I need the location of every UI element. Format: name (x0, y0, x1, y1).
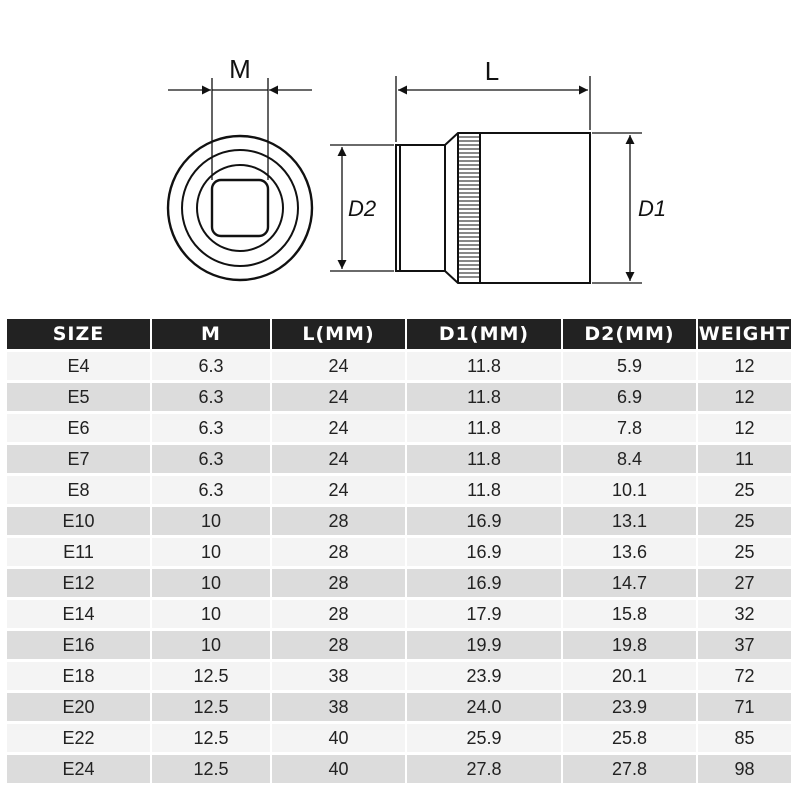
table-header-row (7, 319, 791, 349)
cell-weight: 37 (698, 631, 791, 659)
cell-d2: 7.8 (563, 414, 696, 442)
cell-size: E4 (7, 352, 150, 380)
cell-d1: 27.8 (407, 755, 561, 783)
cell-weight: 25 (698, 538, 791, 566)
table-row (7, 445, 791, 473)
header-weight: WEIGHT (698, 319, 791, 349)
cell-m: 12.5 (152, 693, 270, 721)
socket-diagram (0, 0, 800, 300)
cell-weight: 72 (698, 662, 791, 690)
cell-weight: 32 (698, 600, 791, 628)
cell-weight: 12 (698, 352, 791, 380)
cell-d1: 23.9 (407, 662, 561, 690)
table-row (7, 600, 791, 628)
cell-l: 40 (272, 724, 405, 752)
header-size: SIZE (7, 319, 150, 349)
cell-size: E12 (7, 569, 150, 597)
cell-l: 40 (272, 755, 405, 783)
cell-d2: 10.1 (563, 476, 696, 504)
cell-m: 6.3 (152, 476, 270, 504)
table-row (7, 352, 791, 380)
cell-m: 6.3 (152, 414, 270, 442)
cell-size: E7 (7, 445, 150, 473)
cell-m: 10 (152, 507, 270, 535)
cell-d2: 13.6 (563, 538, 696, 566)
knurl-pattern (458, 137, 480, 277)
cell-weight: 71 (698, 693, 791, 721)
cell-l: 24 (272, 414, 405, 442)
cell-d1: 11.8 (407, 414, 561, 442)
cell-d2: 15.8 (563, 600, 696, 628)
cell-l: 28 (272, 631, 405, 659)
cell-l: 24 (272, 445, 405, 473)
table-row (7, 414, 791, 442)
table-row (7, 383, 791, 411)
cell-d1: 24.0 (407, 693, 561, 721)
cell-m: 10 (152, 538, 270, 566)
cell-d1: 16.9 (407, 507, 561, 535)
dimension-d1 (592, 133, 642, 283)
cell-l: 28 (272, 600, 405, 628)
cell-d1: 11.8 (407, 476, 561, 504)
socket-end-view (168, 136, 312, 280)
cell-d2: 27.8 (563, 755, 696, 783)
cell-m: 6.3 (152, 352, 270, 380)
cell-d1: 11.8 (407, 383, 561, 411)
cell-d1: 25.9 (407, 724, 561, 752)
table-row (7, 507, 791, 535)
cell-m: 6.3 (152, 383, 270, 411)
socket-side-view (396, 133, 590, 283)
table-row (7, 662, 791, 690)
cell-l: 28 (272, 507, 405, 535)
cell-d2: 20.1 (563, 662, 696, 690)
cell-size: E11 (7, 538, 150, 566)
cell-d2: 6.9 (563, 383, 696, 411)
table-row (7, 476, 791, 504)
table-row (7, 724, 791, 752)
cell-d2: 13.1 (563, 507, 696, 535)
header-l: L(MM) (272, 319, 405, 349)
cell-size: E8 (7, 476, 150, 504)
cell-l: 24 (272, 352, 405, 380)
cell-size: E5 (7, 383, 150, 411)
cell-weight: 12 (698, 383, 791, 411)
label-d2: D2 (347, 196, 377, 221)
cell-weight: 25 (698, 507, 791, 535)
label-m: M (229, 54, 251, 84)
cell-d2: 25.8 (563, 724, 696, 752)
cell-d2: 19.8 (563, 631, 696, 659)
cell-d1: 11.8 (407, 352, 561, 380)
cell-weight: 12 (698, 414, 791, 442)
cell-size: E16 (7, 631, 150, 659)
cell-l: 24 (272, 476, 405, 504)
cell-weight: 25 (698, 476, 791, 504)
cell-weight: 98 (698, 755, 791, 783)
header-d2: D2(MM) (563, 319, 696, 349)
label-d1: D1 (637, 196, 667, 221)
cell-l: 24 (272, 383, 405, 411)
cell-d1: 11.8 (407, 445, 561, 473)
cell-d2: 14.7 (563, 569, 696, 597)
cell-weight: 27 (698, 569, 791, 597)
cell-d2: 5.9 (563, 352, 696, 380)
cell-d1: 16.9 (407, 569, 561, 597)
cell-m: 6.3 (152, 445, 270, 473)
spec-table (5, 316, 793, 786)
cell-size: E10 (7, 507, 150, 535)
cell-d1: 19.9 (407, 631, 561, 659)
cell-d1: 17.9 (407, 600, 561, 628)
cell-m: 10 (152, 600, 270, 628)
table-body (7, 352, 791, 783)
cell-size: E14 (7, 600, 150, 628)
table-row (7, 569, 791, 597)
label-l: L (484, 56, 500, 86)
cell-l: 28 (272, 538, 405, 566)
cell-m: 10 (152, 631, 270, 659)
table-row (7, 755, 791, 783)
cell-size: E22 (7, 724, 150, 752)
cell-size: E20 (7, 693, 150, 721)
cell-size: E6 (7, 414, 150, 442)
table-row (7, 693, 791, 721)
cell-d2: 8.4 (563, 445, 696, 473)
cell-d2: 23.9 (563, 693, 696, 721)
cell-m: 12.5 (152, 724, 270, 752)
cell-l: 38 (272, 662, 405, 690)
cell-m: 10 (152, 569, 270, 597)
cell-m: 12.5 (152, 755, 270, 783)
header-m: M (152, 319, 270, 349)
cell-d1: 16.9 (407, 538, 561, 566)
cell-weight: 11 (698, 445, 791, 473)
cell-size: E24 (7, 755, 150, 783)
cell-size: E18 (7, 662, 150, 690)
header-d1: D1(MM) (407, 319, 561, 349)
cell-m: 12.5 (152, 662, 270, 690)
cell-weight: 85 (698, 724, 791, 752)
cell-l: 28 (272, 569, 405, 597)
cell-l: 38 (272, 693, 405, 721)
table-row (7, 631, 791, 659)
table-row (7, 538, 791, 566)
